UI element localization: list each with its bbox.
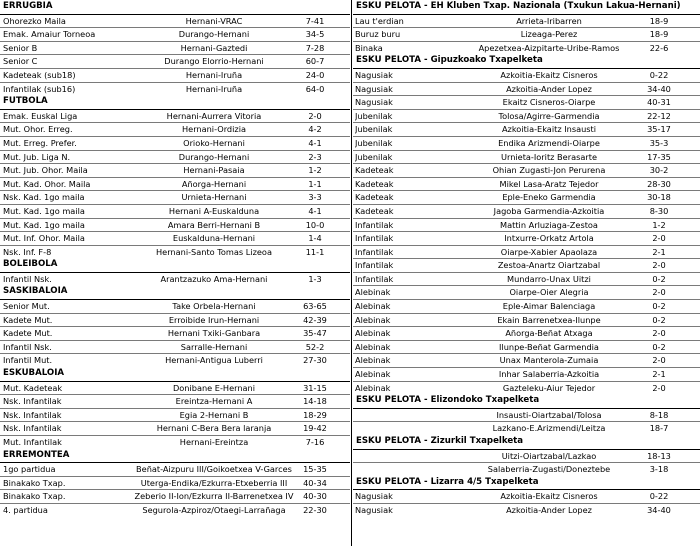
result-score: 24-0 [305,69,325,80]
result-category: Alebinak [355,341,391,352]
result-category: Binakako Txap. [3,477,66,488]
result-score: 34-40 [647,83,671,94]
result-match: Azkoitia-Ekaitz Cisneros [500,491,598,502]
result-row [353,489,700,503]
result-match: Segurola-Azpiroz/Otaegi-Larrañaga [142,504,286,515]
result-score: 2-0 [652,328,666,339]
result-row [353,258,700,272]
result-match: Hernani A-Euskalduna [168,205,260,216]
result-category: Mut. Kadeteak [3,382,63,393]
result-score: 64-0 [305,83,325,94]
result-row [353,190,700,204]
result-match: Lizeaga-Perez [520,29,578,40]
result-row [353,421,700,435]
result-row [0,14,350,28]
result-row [0,353,350,367]
section-title-saskibaloia: SASKIBALOIA [3,286,68,297]
result-row [0,313,350,327]
result-score: 0-2 [652,341,666,352]
result-score: 0-2 [652,301,666,312]
result-match: Durango Elorrio-Hernani [164,56,264,67]
result-row [0,476,350,490]
result-category: 4. partidua [3,504,48,515]
result-score: 1-2 [652,219,666,230]
result-row [0,204,350,218]
result-match: Oiarpe-Oier Alegria [509,287,589,298]
result-score: 2-0 [652,382,666,393]
result-row [353,340,700,354]
result-category: Alebinak [355,314,391,325]
result-match: Mikel Lasa-Aratz Tejedor [499,178,599,189]
result-score: 18-29 [303,409,327,420]
result-category: Mut. Kad. Ohor. Maila [3,178,91,189]
result-category: Mut. Inf. Ohor. Maila [3,233,85,244]
result-match: Hernani-Aurrera Vitoria [166,110,262,121]
result-row [0,394,350,408]
result-score: 15-35 [303,464,327,475]
result-row [353,136,700,150]
result-category: Alebinak [355,301,391,312]
result-row [0,27,350,41]
result-row [0,408,350,422]
result-row [353,122,700,136]
result-score: 7-28 [305,42,325,53]
result-row [353,231,700,245]
result-match: Hernani-Iruña [185,83,243,94]
result-score: 7-41 [305,15,325,26]
result-category: Jubenilak [355,137,393,148]
result-category: Mut. Erreg. Prefer. [3,137,77,148]
result-score: 0-2 [652,273,666,284]
result-row [353,218,700,232]
column-divider [351,0,352,546]
result-match: Lazkano-E.Arizmendi/Leitza [492,423,606,434]
result-category: Kadete Mut. [3,314,53,325]
result-score: 17-35 [647,151,671,162]
result-row [353,449,700,463]
result-match: Eple-Aimar Balenciaga [502,301,596,312]
result-row [353,367,700,381]
section-title-eskubaloia: ESKUBALOIA [3,368,65,379]
result-match: Euskalduna-Hernani [172,233,256,244]
result-row [353,245,700,259]
result-category: Infantil Nsk. [3,341,52,352]
result-category: Nagusiak [355,97,393,108]
result-row [0,41,350,55]
result-category: Mut. Kad. 1go maila [3,219,85,230]
result-match: Eple-Eneko Garmendia [502,192,596,203]
result-row [0,272,350,286]
result-match: Hernani Txiki-Ganbara [167,328,261,339]
result-category: Kadeteak [355,205,394,216]
result-row [353,41,700,55]
result-match: Donibane E-Hernani [172,382,256,393]
result-match: Hernani C-Bera Bera laranja [156,423,272,434]
result-row [0,136,350,150]
result-match: Insausti-Oiartzabal/Tolosa [496,409,602,420]
result-match: Durango-Hernani [178,29,250,40]
result-row [353,503,700,517]
result-category: Alebinak [355,369,391,380]
result-score: 2-0 [652,355,666,366]
result-category: Infantilak [355,246,394,257]
result-score: 2-0 [652,287,666,298]
result-match: Tolosa/Agirre-Garmendia [498,110,600,121]
result-category: Alebinak [355,382,391,393]
result-category: Alebinak [355,328,391,339]
result-category: Infantil Nsk. [3,273,52,284]
result-category: Kadeteak [355,165,394,176]
result-row [353,353,700,367]
result-category: Binaka [355,42,383,53]
result-score: 0-2 [652,314,666,325]
result-match: Beñat-Aizpuru III/Goikoetxea V-Garces [136,464,292,475]
result-row [353,326,700,340]
section-title-esku-pelota-zizurkil-txapelketa: ESKU PELOTA - Zizurkil Txapelketa [356,436,524,446]
result-score: 19-42 [303,423,327,434]
result-row [0,340,350,354]
result-score: 8-18 [649,409,669,420]
result-row [0,122,350,136]
result-score: 34-40 [647,504,671,515]
result-match: Egia 2-Hernani B [179,409,249,420]
result-match: Oiarpe-Xabier Apaolaza [500,246,598,257]
result-category: Mut. Infantilak [3,437,62,447]
result-category: 1go partidua [3,464,56,475]
section-title-esku-pelota-elizondoko-txapelketa: ESKU PELOTA - Elizondoko Txapelketa [356,395,540,406]
result-row [353,150,700,164]
result-row [353,68,700,82]
result-category: Kadeteak [355,192,394,203]
result-match: Sarralle-Hernani [180,341,248,352]
result-match: Ereintza-Hernani A [175,396,253,407]
result-row [353,272,700,286]
result-row [353,14,700,28]
result-score: 52-2 [305,341,325,352]
result-category: Kadeteak [355,178,394,189]
result-match: Hernani-Antigua Luberri [165,355,263,366]
result-row [353,82,700,96]
result-score: 11-1 [305,246,325,257]
result-match: Erroibide Irun-Hernani [168,314,260,325]
result-row [353,27,700,41]
result-category: Infantil Mut. [3,355,53,366]
result-score: 3-18 [649,464,669,475]
result-score: 18-9 [649,15,669,26]
result-row [0,435,350,449]
result-category: Infantilak (sub16) [3,83,76,94]
result-match: Ekain Barrenetxea-Ilunpe [497,314,601,325]
result-category: Mut. Ohor. Erreg. [3,124,73,135]
result-score: 30-18 [647,192,671,203]
result-row [0,299,350,313]
left-results-column [0,0,350,517]
result-match: Arrieta-Iribarren [516,15,582,26]
result-score: 1-2 [308,165,322,176]
result-match: Arantzazuko Ama-Hernani [160,273,268,284]
result-category: Nsk. Kad. 1go maila [3,192,85,203]
result-category: Mut. Kad. 1go maila [3,205,85,216]
result-row [0,54,350,68]
result-row [353,462,700,476]
result-row [353,408,700,422]
result-row [0,245,350,259]
result-score: 35-3 [649,137,669,148]
result-match: Jagoba Garmendia-Azkoitia [493,205,605,216]
result-match: Añorga-Hernani [181,178,247,189]
result-score: 10-0 [305,219,325,230]
result-row [0,68,350,82]
result-score: 40-30 [303,491,327,502]
result-match: Uitzi-Oiartzabal/Lazkao [501,450,597,461]
result-row [0,218,350,232]
result-score: 1-3 [308,273,322,284]
result-match: Endika Arizmendi-Oiarpe [498,137,600,148]
right-results-column [353,0,700,517]
section-title-errugbia: ERRUGBIA [3,1,53,11]
result-score: 2-0 [652,233,666,244]
result-match: Urnieta-Hernani [181,192,247,203]
result-category: Jubenilak [355,151,393,162]
result-score: 18-7 [649,423,669,434]
result-score: 28-30 [647,178,671,189]
result-match: Mundarro-Unax Uitzi [507,273,591,284]
result-category: Infantilak [355,233,394,244]
result-match: Hernani-Gaztedi [180,42,248,53]
result-score: 63-65 [303,301,327,312]
result-score: 8-30 [649,205,669,216]
result-score: 2-0 [308,110,322,121]
result-match: Azkoitia-Ander Lopez [506,504,592,515]
result-category: Nagusiak [355,69,393,80]
result-score: 22-6 [649,42,669,53]
result-category: Emak. Euskal Liga [3,110,78,121]
result-score: 2-1 [652,246,666,257]
result-row [353,285,700,299]
result-category: Infantilak [355,219,394,230]
result-row [353,109,700,123]
result-match: Hernani-Ordizia [182,124,246,135]
result-match: Ilunpe-Beñat Garmendia [499,341,599,352]
result-category: Buruz buru [355,29,401,40]
result-row [0,421,350,435]
result-row [353,95,700,109]
result-category: Senior Mut. [3,301,50,312]
result-match: Apezetxea-Aizpitarte-Uribe-Ramos [478,42,620,53]
result-match: Zeberio II-Ion/Ezkurra II-Barrenetxea IV [134,491,294,502]
section-title-boleibola: BOLEIBOLA [3,259,58,270]
result-category: Infantilak [355,260,394,271]
result-row [353,299,700,313]
result-match: Gazteleku-Aiur Tejedor [502,382,596,393]
result-match: Mattin Arluziaga-Zestoa [500,219,598,230]
result-category: Binakako Txap. [3,491,66,502]
result-category: Nagusiak [355,504,393,515]
result-row [353,381,700,395]
result-category: Lau t'erdian [355,15,404,26]
result-match: Amara Berri-Hernani B [167,219,261,230]
result-category: Alebinak [355,287,391,298]
result-category: Jubenilak [355,124,393,135]
result-score: 31-15 [303,382,327,393]
result-match: Hernani-Pasaia [183,165,245,176]
result-row [0,326,350,340]
result-category: Kadeteak (sub18) [3,69,76,80]
result-category: Kadete Mut. [3,328,53,339]
result-row [0,381,350,395]
result-score: 60-7 [305,56,325,67]
result-row [0,190,350,204]
result-row [353,313,700,327]
result-match: Zestoa-Anartz Oiartzabal [497,260,601,271]
result-score: 27-30 [303,355,327,366]
result-match: Salaberria-Zugasti/Doneztebe [487,464,611,475]
result-row [0,503,350,517]
result-score: 40-34 [303,477,327,488]
result-row [353,204,700,218]
result-row [0,177,350,191]
result-match: Orioko-Hernani [183,137,245,148]
result-score: 0-22 [649,69,669,80]
result-score: 30-2 [649,165,669,176]
result-category: Nagusiak [355,83,393,94]
result-score: 1-4 [308,233,322,244]
result-category: Mut. Jub. Ohor. Maila [3,165,88,176]
result-score: 42-39 [303,314,327,325]
result-row [0,163,350,177]
result-score: 34-5 [305,29,325,40]
result-match: Hernani-VRAC [185,15,243,26]
result-score: 22-30 [303,504,327,515]
result-category: Senior B [3,42,38,53]
result-match: Uterga-Endika/Ezkurra-Etxeberria III [140,477,288,488]
result-category: Nagusiak [355,491,393,502]
result-score: 35-47 [303,328,327,339]
result-row [0,109,350,123]
result-match: Unax Manterola-Zumaia [499,355,599,366]
section-title-erremontea: ERREMONTEA [3,449,70,460]
result-score: 2-0 [652,260,666,271]
result-category: Nsk. Infantilak [3,423,62,434]
result-category: Mut. Jub. Liga N. [3,151,71,162]
result-score: 1-1 [308,178,322,189]
result-row [0,150,350,164]
result-match: Ohian Zugasti-Jon Perurena [492,165,606,176]
result-score: 3-3 [308,192,322,203]
result-category: Alebinak [355,355,391,366]
result-match: Ekaitz Cisneros-Oiarpe [502,97,596,108]
section-title-esku-pelota-eh-kluben-txap-nazionala-txukun-lakua-hernani: ESKU PELOTA - EH Kluben Txap. Nazionala (Txukun Lakua-Hernani) [356,1,681,11]
result-match: Durango-Hernani [178,151,250,162]
result-score: 22-12 [647,110,671,121]
result-category: Nsk. Infantilak [3,396,62,407]
result-row [0,462,350,476]
result-match: Intxurre-Orkatz Artola [504,233,594,244]
result-row [0,231,350,245]
result-category: Jubenilak [355,110,393,121]
result-match: Azkoitia-Ander Lopez [506,83,592,94]
result-category: Ohorezko Maila [3,15,66,26]
result-match: Hernani-Ereintza [179,437,249,447]
result-row [353,177,700,191]
result-match: Hernani-Iruña [185,69,243,80]
result-category: Emak. Amaiur Torneoa [3,29,96,40]
result-match: Añorga-Beñat Atxaga [505,328,593,339]
result-match: Azkoitia-Ekaitz Insausti [501,124,597,135]
result-category: Infantilak [355,273,394,284]
result-row [0,489,350,503]
result-score: 18-9 [649,29,669,40]
result-match: Azkoitia-Ekaitz Cisneros [500,69,598,80]
result-match: Take Orbela-Hernani [172,301,256,312]
result-match: Hernani-Santo Tomas Lizeoa [156,246,272,257]
section-title-esku-pelota-gipuzkoako-txapelketa: ESKU PELOTA - Gipuzkoako Txapelketa [356,55,543,66]
result-score: 14-18 [303,396,327,407]
result-category: Nsk. Infantilak [3,409,62,420]
result-row [0,82,350,96]
result-score: 0-22 [649,491,669,502]
result-score: 4-1 [308,137,322,148]
section-title-futbola: FUTBOLA [3,96,48,107]
result-category: Senior C [3,56,38,67]
result-score: 35-17 [647,124,671,135]
result-score: 7-16 [305,437,325,447]
result-category: Nsk. Inf. F-8 [3,246,52,257]
result-score: 2-3 [308,151,322,162]
result-score: 4-1 [308,205,322,216]
result-row [353,163,700,177]
section-title-esku-pelota-lizarra-4-5-txapelketa: ESKU PELOTA - Lizarra 4/5 Txapelketa [356,476,539,487]
result-score: 40-31 [647,97,671,108]
result-score: 2-1 [652,369,666,380]
result-score: 18-13 [647,450,671,461]
result-score: 4-2 [308,124,322,135]
result-match: Inhar Salaberria-Azkoitia [498,369,600,380]
result-match: Urnieta-Ioritz Berasarte [500,151,597,162]
